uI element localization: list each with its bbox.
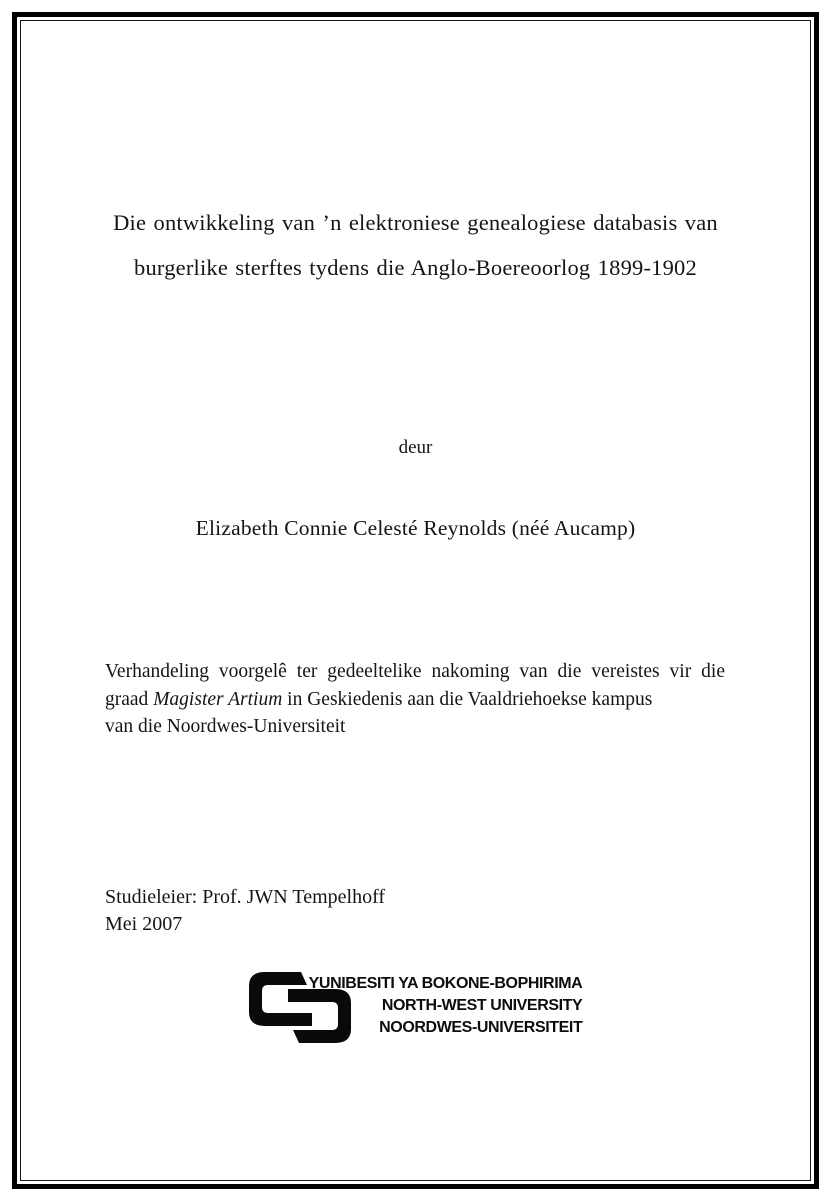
degree-name-italic: Magister Artium [153,688,283,710]
thesis-title [60,200,771,290]
author-name: Elizabeth Connie Celesté Reynolds (néé Aucamp) [195,516,636,540]
statement-line-3: van die Noordwes-Universiteit [105,716,346,737]
university-logo [0,966,831,1046]
wordmark-line-afrikaans: NOORDWES-UNIVERSITEIT [379,1019,583,1036]
statement-line-2-pre: graad [105,688,154,710]
statement-line-2-post: in Geskiedenis aan die Vaaldriehoekse kampus [282,688,653,710]
submission-statement [105,658,725,741]
byline-label: deur [398,437,433,458]
university-wordmark [309,966,583,1039]
supervisor-line: Studieleier: Prof. JWN Tempelhoff [105,886,386,908]
supervisor-block [105,884,385,938]
statement-line-1: Verhandeling voorgelê ter gedeeltelike nakoming van die vereistes vir die [105,661,725,682]
statement-line-2 [105,686,725,714]
thesis-title-line-1: Die ontwikkeling van ’n elektroniese genealogiese databasis van [113,210,718,235]
date-line: Mei 2007 [105,913,183,935]
thesis-title-line-2: burgerlike sterftes tydens die Anglo-Boereoorlog 1899-1902 [134,255,697,280]
wordmark-line-english: NORTH-WEST UNIVERSITY [381,997,583,1014]
wordmark-line-setswana: YUNIBESITI YA BOKONE-BOPHIRIMA [308,975,583,992]
